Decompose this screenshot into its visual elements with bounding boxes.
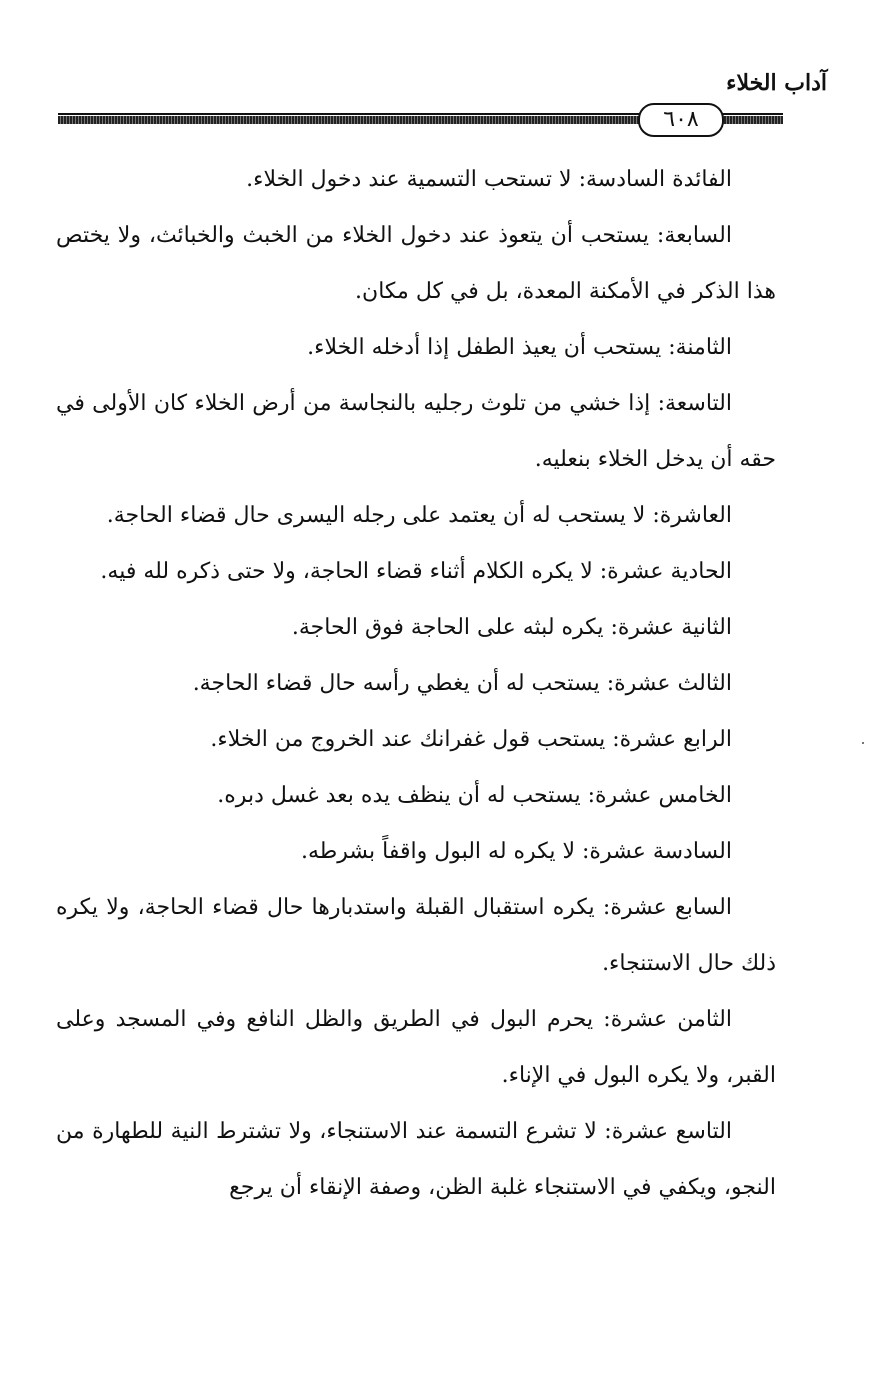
paragraph-18: الثامن عشرة: يحرم البول في الطريق والظل النافع وفي المسجد وعلى القبر، ولا يكره البول في الإناء. bbox=[56, 1007, 776, 1088]
paragraph-6: الفائدة السادسة: لا تستحب التسمية عند دخول الخلاء. bbox=[246, 167, 732, 192]
paragraph-14: الرابع عشرة: يستحب قول غفرانك عند الخروج من الخلاء. bbox=[210, 727, 732, 752]
paragraph-9: التاسعة: إذا خشي من تلوث رجليه بالنجاسة من أرض الخلاء كان الأولى في حقه أن يدخل الخلاء بنعليه. bbox=[56, 391, 776, 472]
paragraph-16: السادسة عشرة: لا يكره له البول واقفاً بشرطه. bbox=[300, 839, 732, 864]
body-text bbox=[56, 152, 776, 1216]
running-title: آداب الخلاء bbox=[726, 70, 827, 96]
paragraph-8: الثامنة: يستحب أن يعيذ الطفل إذا أدخله الخلاء. bbox=[307, 335, 732, 360]
paragraph-11: الحادية عشرة: لا يكره الكلام أثناء قضاء الحاجة، ولا حتى ذكره لله فيه. bbox=[100, 559, 732, 584]
paragraph-12: الثانية عشرة: يكره لبثه على الحاجة فوق الحاجة. bbox=[291, 615, 732, 640]
paragraph-15: الخامس عشرة: يستحب له أن ينظف يده بعد غسل دبره. bbox=[217, 783, 732, 808]
paragraph-17: السابع عشرة: يكره استقبال القبلة واستدبارها حال قضاء الحاجة، ولا يكره ذلك حال الاستنجاء. bbox=[56, 895, 776, 976]
paragraph-19: التاسع عشرة: لا تشرع التسمة عند الاستنجاء، ولا تشترط النية للطهارة من النجو، ويكفي في الاستنجاء غلبة الظن، وصفة الإنقاء أن يرجع bbox=[56, 1119, 776, 1200]
paragraph-10: العاشرة: لا يستحب له أن يعتمد على رجله اليسرى حال قضاء الحاجة. bbox=[106, 503, 732, 528]
scan-speck bbox=[862, 742, 864, 744]
paragraph-13: الثالث عشرة: يستحب له أن يغطي رأسه حال قضاء الحاجة. bbox=[192, 671, 732, 696]
page-number: ٦٠٨ bbox=[638, 103, 724, 137]
paragraph-7: السابعة: يستحب أن يتعوذ عند دخول الخلاء من الخبث والخبائث، ولا يختص هذا الذكر في الأمكنة المعدة، بل في كل مكان. bbox=[56, 223, 776, 304]
